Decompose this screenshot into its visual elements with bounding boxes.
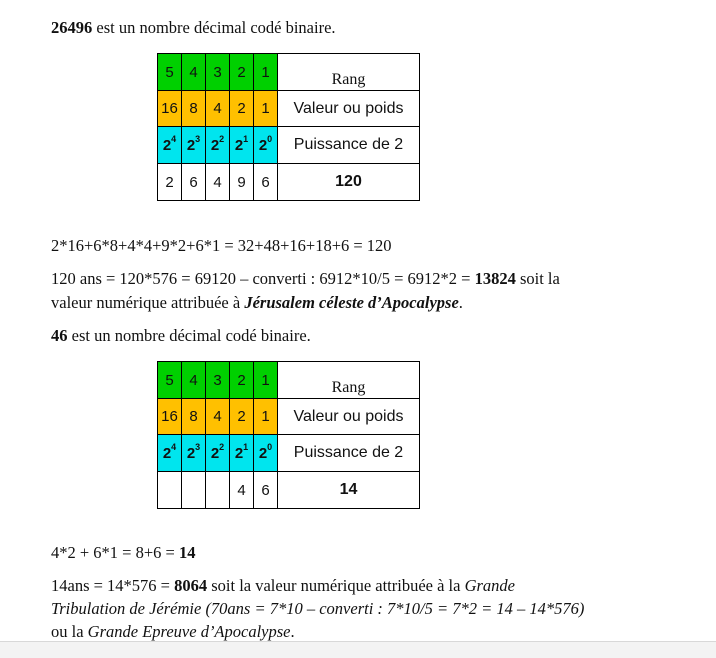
rank-cell: 3 [206,54,230,91]
rank-cell: 5 [158,54,182,91]
binary-table-2 [157,361,420,509]
power-cell: $2^0$ [254,127,278,164]
paragraph-26496 [51,16,336,39]
weight-label: Valeur ou poids [278,399,420,435]
weight-cell: 4 [206,91,230,127]
digit-cell: 9 [230,164,254,201]
digit-cell: 6 [254,472,278,509]
paragraph-14-line1: 14ans = 14*576 = 8064 soit la valeur numérique attribuée à la Grande [51,576,516,595]
power-cell: $2^3$ [182,435,206,472]
result-cell: 120 [278,164,420,201]
rank-cell: 4 [182,362,206,399]
result-cell: 14 [278,472,420,509]
weight-cell: 1 [254,91,278,127]
page-bottom-edge [0,641,716,658]
paragraph-text: est un nombre décimal codé binaire. [67,326,311,345]
rank-cell: 5 [158,362,182,399]
calculation-1: 2*16+6*8+4*4+9*2+6*1 = 32+48+16+18+6 = 120 [51,236,392,255]
paragraph-46 [51,324,311,347]
weight-cell: 8 [182,399,206,435]
power-cell: $2^4$ [158,127,182,164]
paragraph-text: est un nombre décimal codé binaire. [92,18,336,37]
number-46: 46 [51,326,68,345]
power-label: Puissance de 2 [278,127,420,164]
power-cell: $2^0$ [254,435,278,472]
power-cell: $2^1$ [230,435,254,472]
digit-cell: 4 [206,164,230,201]
paragraph-120-line1: 120 ans = 120*576 = 69120 – converti : 6912*10/5 = 6912*2 = 13824 soit la [51,269,560,288]
weight-cell: 8 [182,91,206,127]
weight-cell: 1 [254,399,278,435]
rank-cell: 2 [230,362,254,399]
weight-cell: 16 [158,91,182,127]
paragraph-14-line2: Tribulation de Jérémie (70ans = 7*10 – converti : 7*10/5 = 7*2 = 14 – 14*576) [51,599,585,618]
weight-cell: 16 [158,399,182,435]
weight-cell: 4 [206,399,230,435]
digit-cell [182,472,206,509]
digit-cell: 6 [182,164,206,201]
number-26496: 26496 [51,18,93,37]
digit-cell [206,472,230,509]
rank-label: Rang [278,362,420,399]
digit-cell: 2 [158,164,182,201]
power-cell: $2^2$ [206,127,230,164]
power-label: Puissance de 2 [278,435,420,472]
binary-table-1 [157,53,420,201]
rank-cell: 1 [254,362,278,399]
rank-cell: 1 [254,54,278,91]
weight-cell: 2 [230,399,254,435]
rank-cell: 2 [230,54,254,91]
rank-label: Rang [278,54,420,91]
power-cell: $2^2$ [206,435,230,472]
paragraph-120-line2: valeur numérique attribuée à Jérusalem céleste d’Apocalypse. [51,293,463,312]
weight-label: Valeur ou poids [278,91,420,127]
weight-cell: 2 [230,91,254,127]
calculation-2: 4*2 + 6*1 = 8+6 = 14 [51,543,196,562]
power-cell: $2^3$ [182,127,206,164]
rank-cell: 3 [206,362,230,399]
rank-cell: 4 [182,54,206,91]
paragraph-14-line3: ou la Grande Epreuve d’Apocalypse. [51,622,295,641]
digit-cell [158,472,182,509]
digit-cell: 6 [254,164,278,201]
power-cell: $2^1$ [230,127,254,164]
digit-cell: 4 [230,472,254,509]
power-cell: $2^4$ [158,435,182,472]
